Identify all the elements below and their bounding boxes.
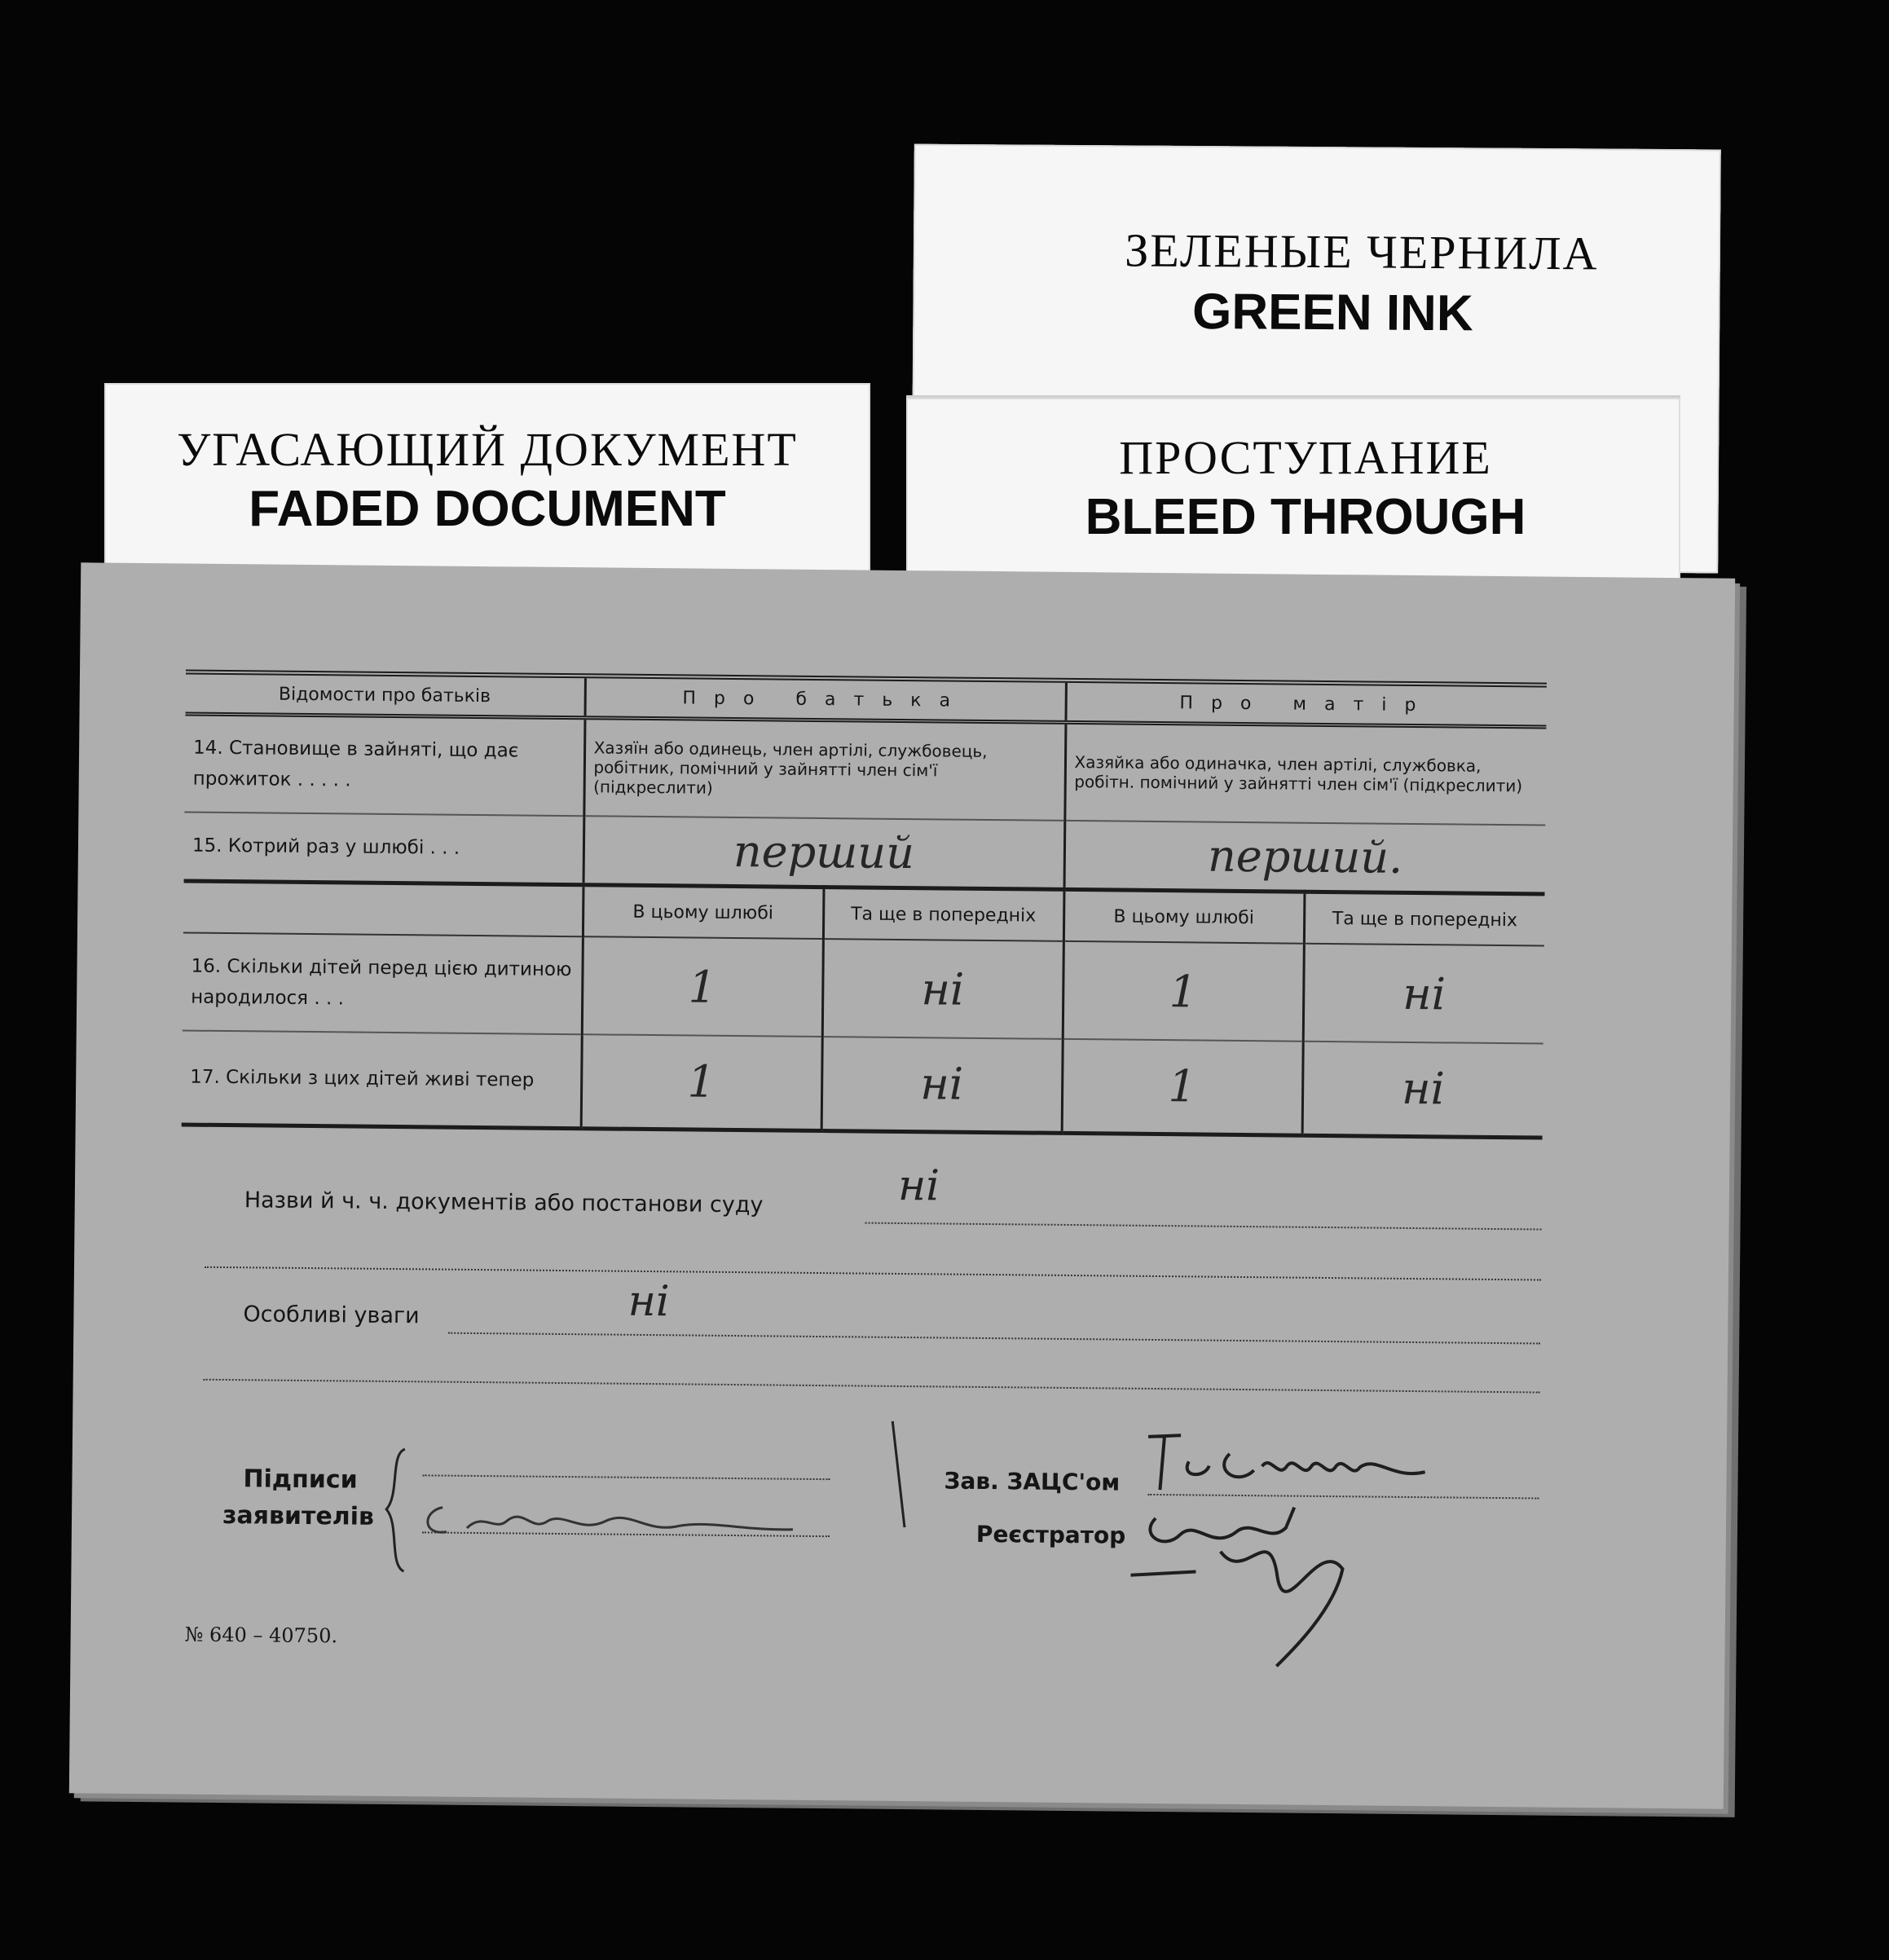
table-row-14: [184, 714, 1546, 825]
question-16: 16. Скільки дітей перед цією дитиною народилося . . .: [183, 933, 583, 1035]
q17-father-this: 1: [581, 1034, 822, 1130]
documents-value: ні: [897, 1161, 940, 1211]
q17-mother-this: 1: [1062, 1039, 1303, 1135]
header-mother: Про матір: [1065, 680, 1546, 727]
mother-occupation-options: Хазяйка або одиначка, член артілі, службовка, робітн. помічний у зайнятті член сім'ї (підкреслити): [1064, 722, 1546, 825]
bleed-through-label-card: [906, 395, 1680, 593]
subheader-previous-father: Та ще в попередніх: [823, 888, 1064, 941]
notes-dotted-line-2: [204, 1379, 1540, 1394]
q16-father-this: 1: [582, 936, 823, 1037]
q17-father-previous: ні: [821, 1037, 1063, 1133]
documents-label: Назви й ч. ч. документів або постанови суду: [244, 1187, 764, 1218]
officials-signatures-image: [1129, 1420, 1556, 1677]
bleed-through-label-ru: ПРОСТУПАНИЕ: [1119, 431, 1492, 484]
green-ink-label-ru: ЗЕЛЕНЫЕ ЧЕРНИЛА: [1125, 223, 1599, 280]
documents-dotted-line-2: [205, 1266, 1541, 1281]
green-ink-label-en: GREEN INK: [1191, 283, 1473, 342]
notes-dotted-line: [448, 1332, 1540, 1345]
header-parents-info: Відомости про батьків: [186, 672, 585, 718]
signatures-label-1: Підписи: [243, 1464, 358, 1495]
signatures-label-2: заявителів: [222, 1501, 375, 1531]
table-row-16: [183, 933, 1544, 1044]
father-marriage-count: перший: [583, 816, 1065, 890]
faded-document-label-en: FADED DOCUMENT: [249, 481, 726, 537]
table-row-17: [182, 1031, 1543, 1138]
table-row-15: [184, 812, 1546, 894]
father-occupation-options: Хазяїн або одинець, член артілі, службовець, робітник, помічний у зайнятті член сім'ї (підкреслити): [583, 718, 1065, 821]
parents-info-table: [182, 670, 1547, 1140]
header-father: Про батька: [584, 676, 1065, 722]
subheader-empty: [183, 881, 583, 936]
question-15: 15. Котрий раз у шлюбі . . .: [184, 812, 584, 885]
brace-icon: [381, 1446, 415, 1576]
registrar-label: Реєстратор: [975, 1520, 1126, 1549]
divider-stroke: [887, 1418, 912, 1532]
documents-dotted-line: [865, 1222, 1542, 1231]
subheader-this-marriage-father: В цьому шлюбі: [583, 885, 824, 939]
bleed-through-label-en: BLEED THROUGH: [1085, 489, 1526, 545]
q17-mother-previous: ні: [1302, 1042, 1543, 1138]
faded-document-label-ru: УГАСАЮЩИЙ ДОКУМЕНТ: [177, 423, 798, 476]
notes-label: Особливі уваги: [243, 1302, 420, 1329]
q16-mother-previous: ні: [1303, 944, 1544, 1044]
q16-mother-this: 1: [1063, 941, 1304, 1042]
applicant-signature-line-1: [423, 1474, 830, 1480]
form-number: № 640 – 40750.: [184, 1623, 338, 1648]
mother-marriage-count: перший.: [1063, 820, 1545, 894]
subheader-previous-mother: Та ще в попередніх: [1304, 892, 1545, 945]
question-17: 17. Скільки з цих дітей живі тепер: [182, 1031, 582, 1129]
zags-head-label: Зав. ЗАЦС'ом: [944, 1467, 1121, 1496]
notes-value: ні: [627, 1276, 670, 1327]
applicant-signature-image: [418, 1495, 826, 1548]
question-14: 14. Становище в зайняті, що дає прожиток . . . . .: [184, 714, 584, 816]
q16-father-previous: ні: [822, 939, 1063, 1039]
faded-document-label-card: [104, 383, 870, 587]
registry-form-page: [69, 562, 1735, 1808]
subheader-this-marriage-mother: В цьому шлюбі: [1063, 889, 1305, 943]
